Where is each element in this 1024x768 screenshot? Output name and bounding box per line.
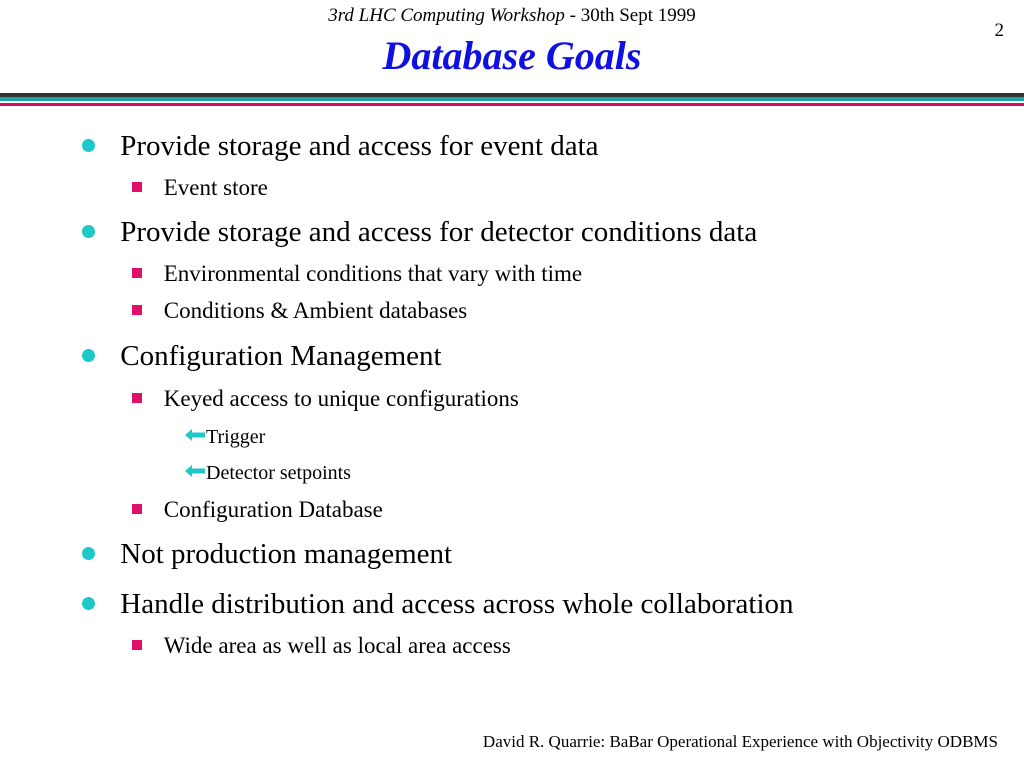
bullet-text: Provide storage and access for detector conditions data xyxy=(120,216,758,248)
bullet-text: Handle distribution and access across whole collaboration xyxy=(120,588,794,620)
bullet-text: Configuration Management xyxy=(120,340,442,372)
square-bullet-icon xyxy=(132,268,142,278)
bullet-text: Detector setpoints xyxy=(206,462,351,484)
bullet-text: Conditions & Ambient databases xyxy=(163,298,468,323)
list-item xyxy=(132,497,383,523)
list-item xyxy=(82,538,452,571)
circle-bullet-icon xyxy=(82,547,95,560)
left-arrow-icon xyxy=(184,464,206,478)
circle-bullet-icon xyxy=(82,139,95,152)
list-item xyxy=(82,216,757,249)
slide-title: Database Goals xyxy=(382,33,642,78)
list-item xyxy=(132,175,268,201)
list-item xyxy=(132,298,467,324)
bullet-text: Keyed access to unique configurations xyxy=(163,386,519,411)
slide-header xyxy=(0,5,1024,27)
bullet-text: Event store xyxy=(163,175,268,200)
square-bullet-icon xyxy=(132,305,142,315)
square-bullet-icon xyxy=(132,393,142,403)
circle-bullet-icon xyxy=(82,349,95,362)
circle-bullet-icon xyxy=(82,225,95,238)
bullet-text: Trigger xyxy=(206,426,266,448)
list-item xyxy=(132,386,519,412)
list-item xyxy=(132,633,511,659)
square-bullet-icon xyxy=(132,504,142,514)
title-rule xyxy=(0,93,1024,111)
square-bullet-icon xyxy=(132,182,142,192)
bullet-text: Provide storage and access for event data xyxy=(120,130,599,162)
bullet-text: Not production management xyxy=(120,538,453,570)
workshop-date: - 30th Sept 1999 xyxy=(564,5,696,26)
page-number: 2 xyxy=(994,20,1004,41)
bullet-text: Configuration Database xyxy=(163,497,383,522)
list-item xyxy=(132,261,582,287)
list-item xyxy=(82,130,599,163)
slide-footer: David R. Quarrie: BaBar Operational Experience with Objectivity ODBMS xyxy=(482,732,998,751)
square-bullet-icon xyxy=(132,640,142,650)
list-item xyxy=(184,426,265,449)
list-item xyxy=(82,340,442,373)
bullet-text: Wide area as well as local area access xyxy=(163,633,511,658)
rule-magenta-stripe xyxy=(0,103,1024,106)
left-arrow-icon xyxy=(184,428,206,442)
list-item xyxy=(184,462,351,485)
circle-bullet-icon xyxy=(82,597,95,610)
bullet-text: Environmental conditions that vary with time xyxy=(163,261,583,286)
workshop-name: 3rd LHC Computing Workshop xyxy=(328,5,565,26)
list-item xyxy=(82,588,794,621)
